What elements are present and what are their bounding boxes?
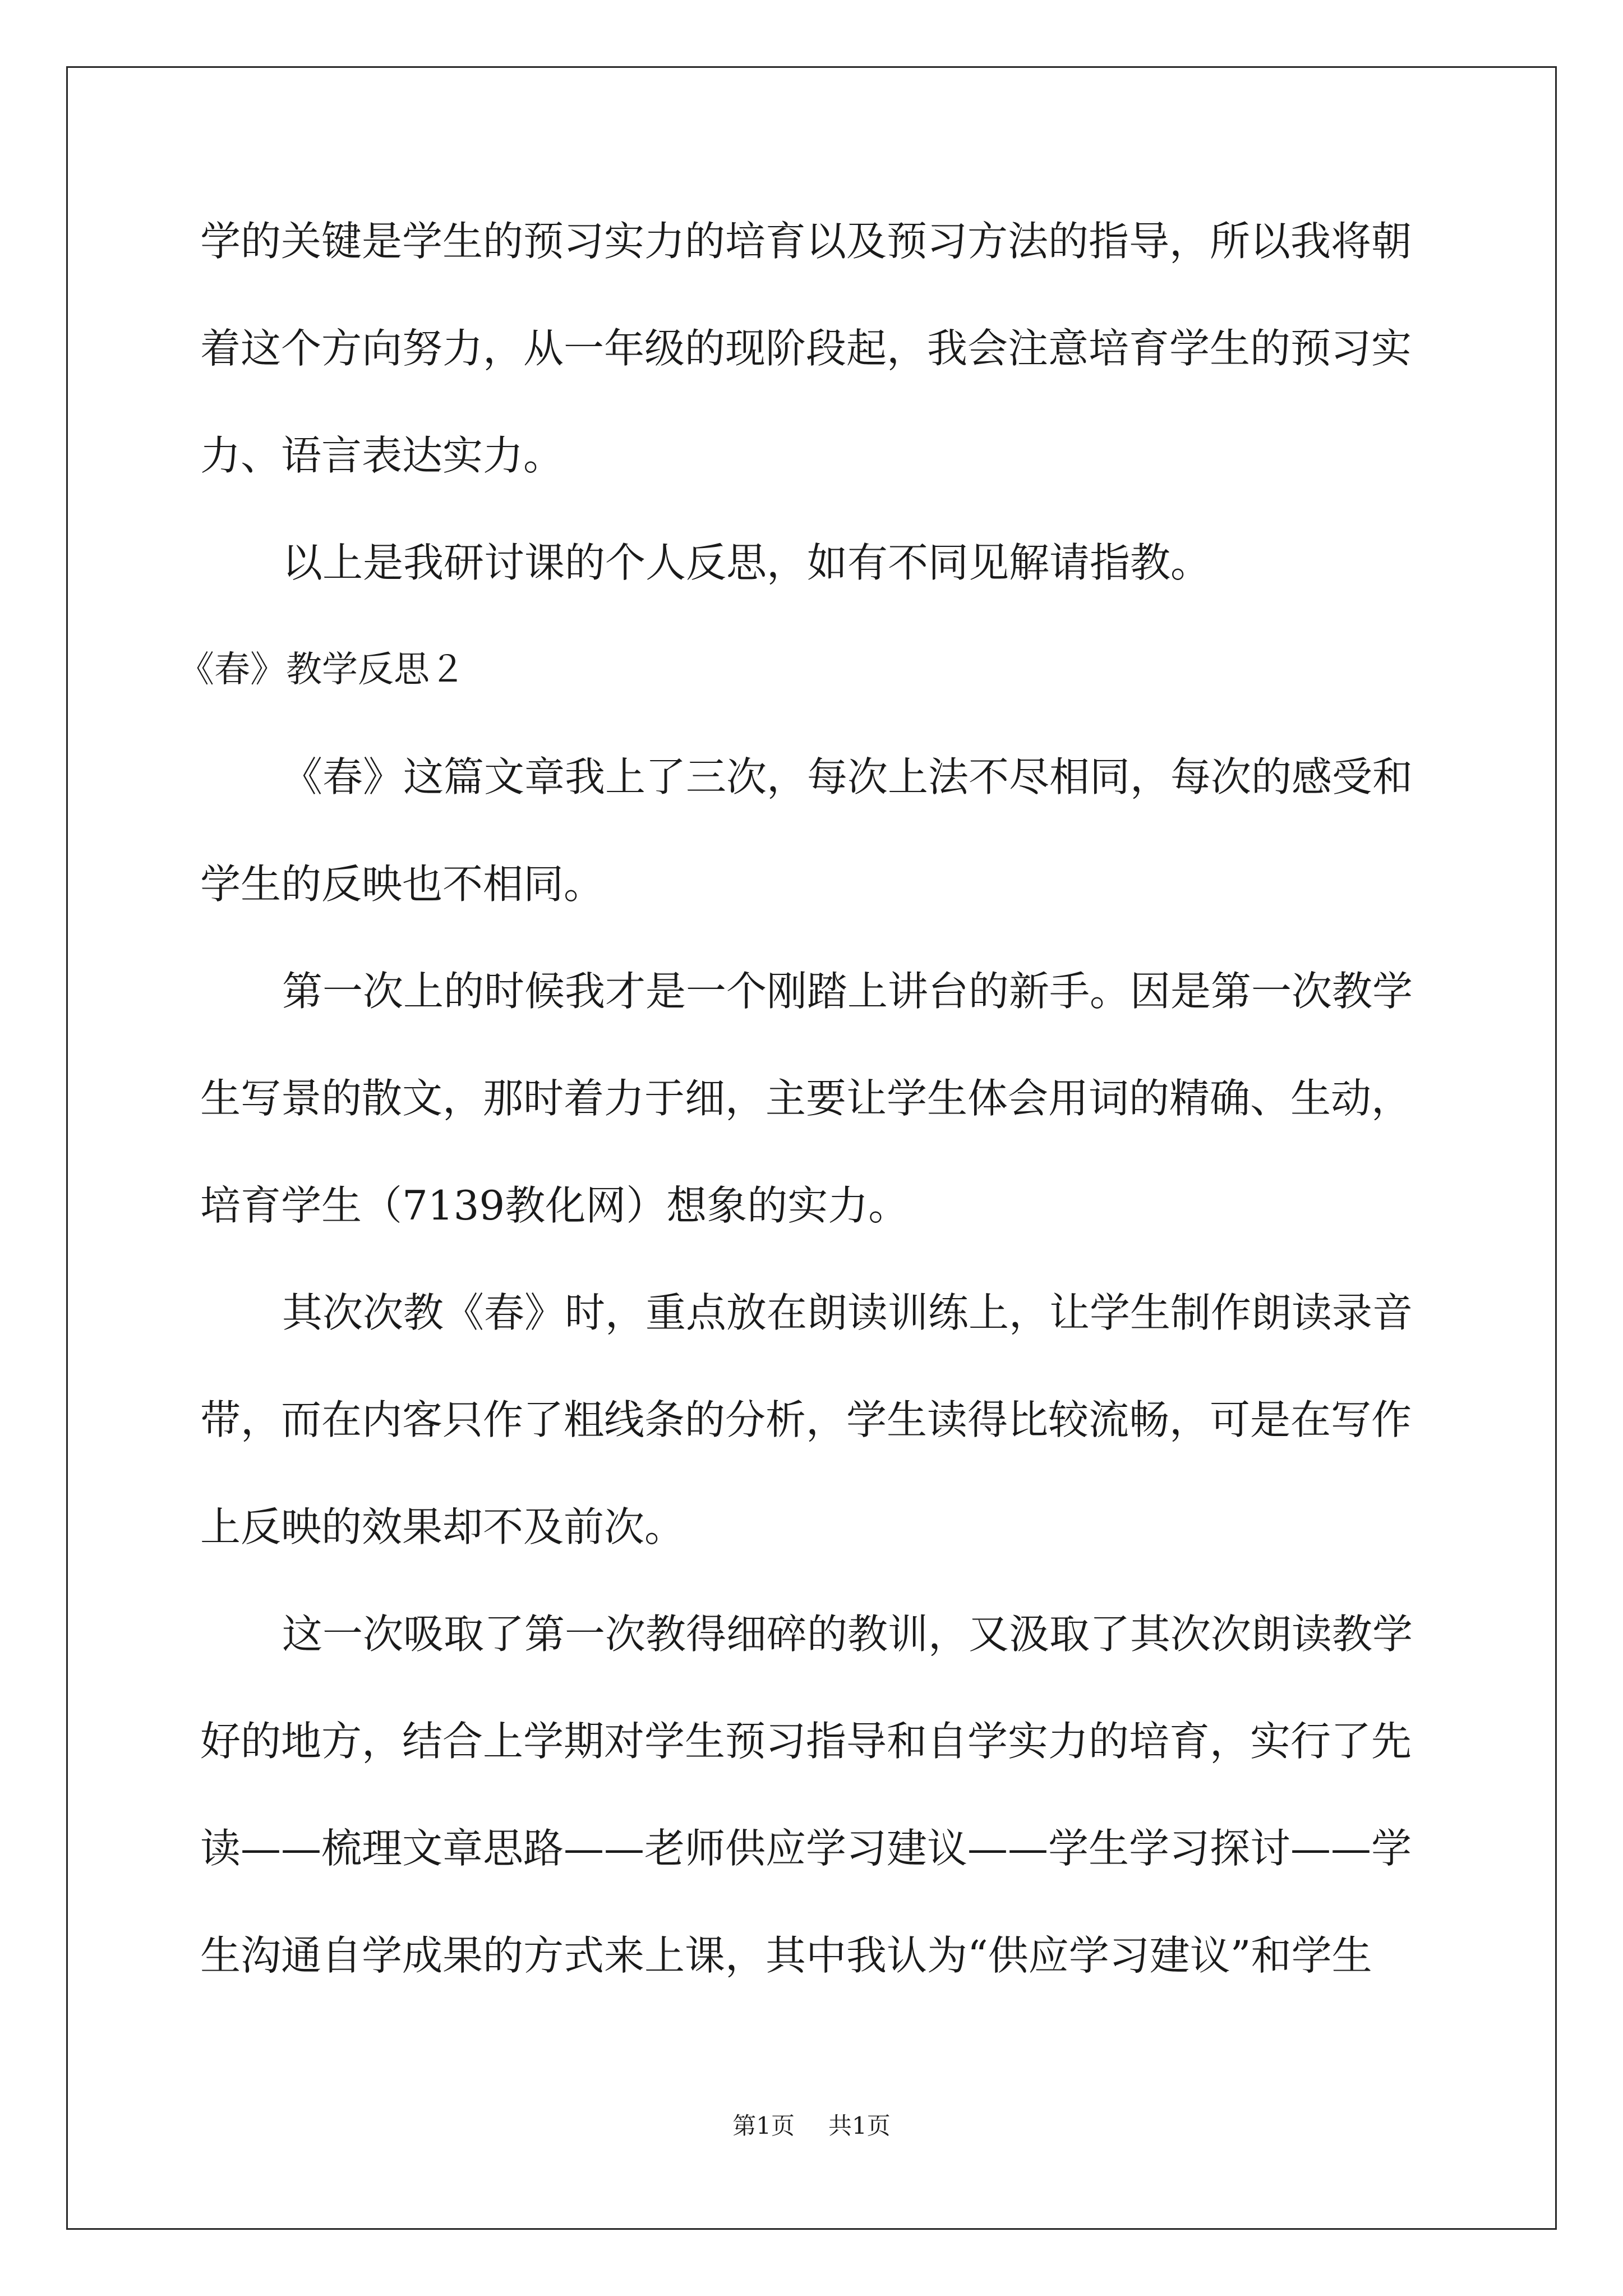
paragraph-line: 第一次上的时候我才是一个刚踏上讲台的新手。因是第一次教学	[282, 968, 1413, 1015]
paragraph-line: 读——梳理文章思路——老师供应学习建议——学生学习探讨——学	[200, 1825, 1412, 1872]
paragraph-line: 这一次吸取了第一次教得细碎的教训，又汲取了其次次朗读教学	[282, 1611, 1413, 1658]
paragraph-line: 带，而在内客只作了粗线条的分析，学生读得比较流畅，可是在写作	[200, 1396, 1412, 1443]
paragraph-line: 学的关键是学生的预习实力的培育以及预习方法的指导，所以我将朝	[200, 218, 1412, 265]
paragraph-line: 着这个方向努力，从一年级的现阶段起，我会注意培育学生的预习实	[200, 325, 1412, 372]
page-total: 共1页	[828, 2112, 891, 2139]
page-footer	[0, 2109, 1623, 2143]
paragraph-line: 上反映的效果却不及前次。	[200, 1503, 685, 1550]
paragraph-line: 学生的反映也不相同。	[200, 861, 605, 908]
paragraph-line: 力、语言表达实力。	[200, 432, 564, 479]
paragraph-line: 以上是我研讨课的个人反思，如有不同见解请指教。	[282, 539, 1211, 586]
paragraph-line: 生沟通自学成果的方式来上课，其中我认为“供应学习建议”和学生	[200, 1932, 1372, 1979]
paragraph-line: 《春》这篇文章我上了三次，每次上法不尽相同，每次的感受和	[282, 753, 1413, 800]
section-heading: 《春》教学反思２	[178, 649, 465, 691]
page-number: 第1页	[732, 2112, 795, 2139]
paragraph-line: 生写景的散文，那时着力于细，主要让学生体会用词的精确、生动，	[200, 1075, 1412, 1122]
paragraph-line: 其次次教《春》时，重点放在朗读训练上，让学生制作朗读录音	[282, 1289, 1413, 1336]
document-body	[178, 214, 1425, 1982]
paragraph-line: 培育学生（7139教化网）想象的实力。	[200, 1182, 909, 1229]
paragraph-line: 好的地方，结合上学期对学生预习指导和自学实力的培育，实行了先	[200, 1718, 1412, 1765]
